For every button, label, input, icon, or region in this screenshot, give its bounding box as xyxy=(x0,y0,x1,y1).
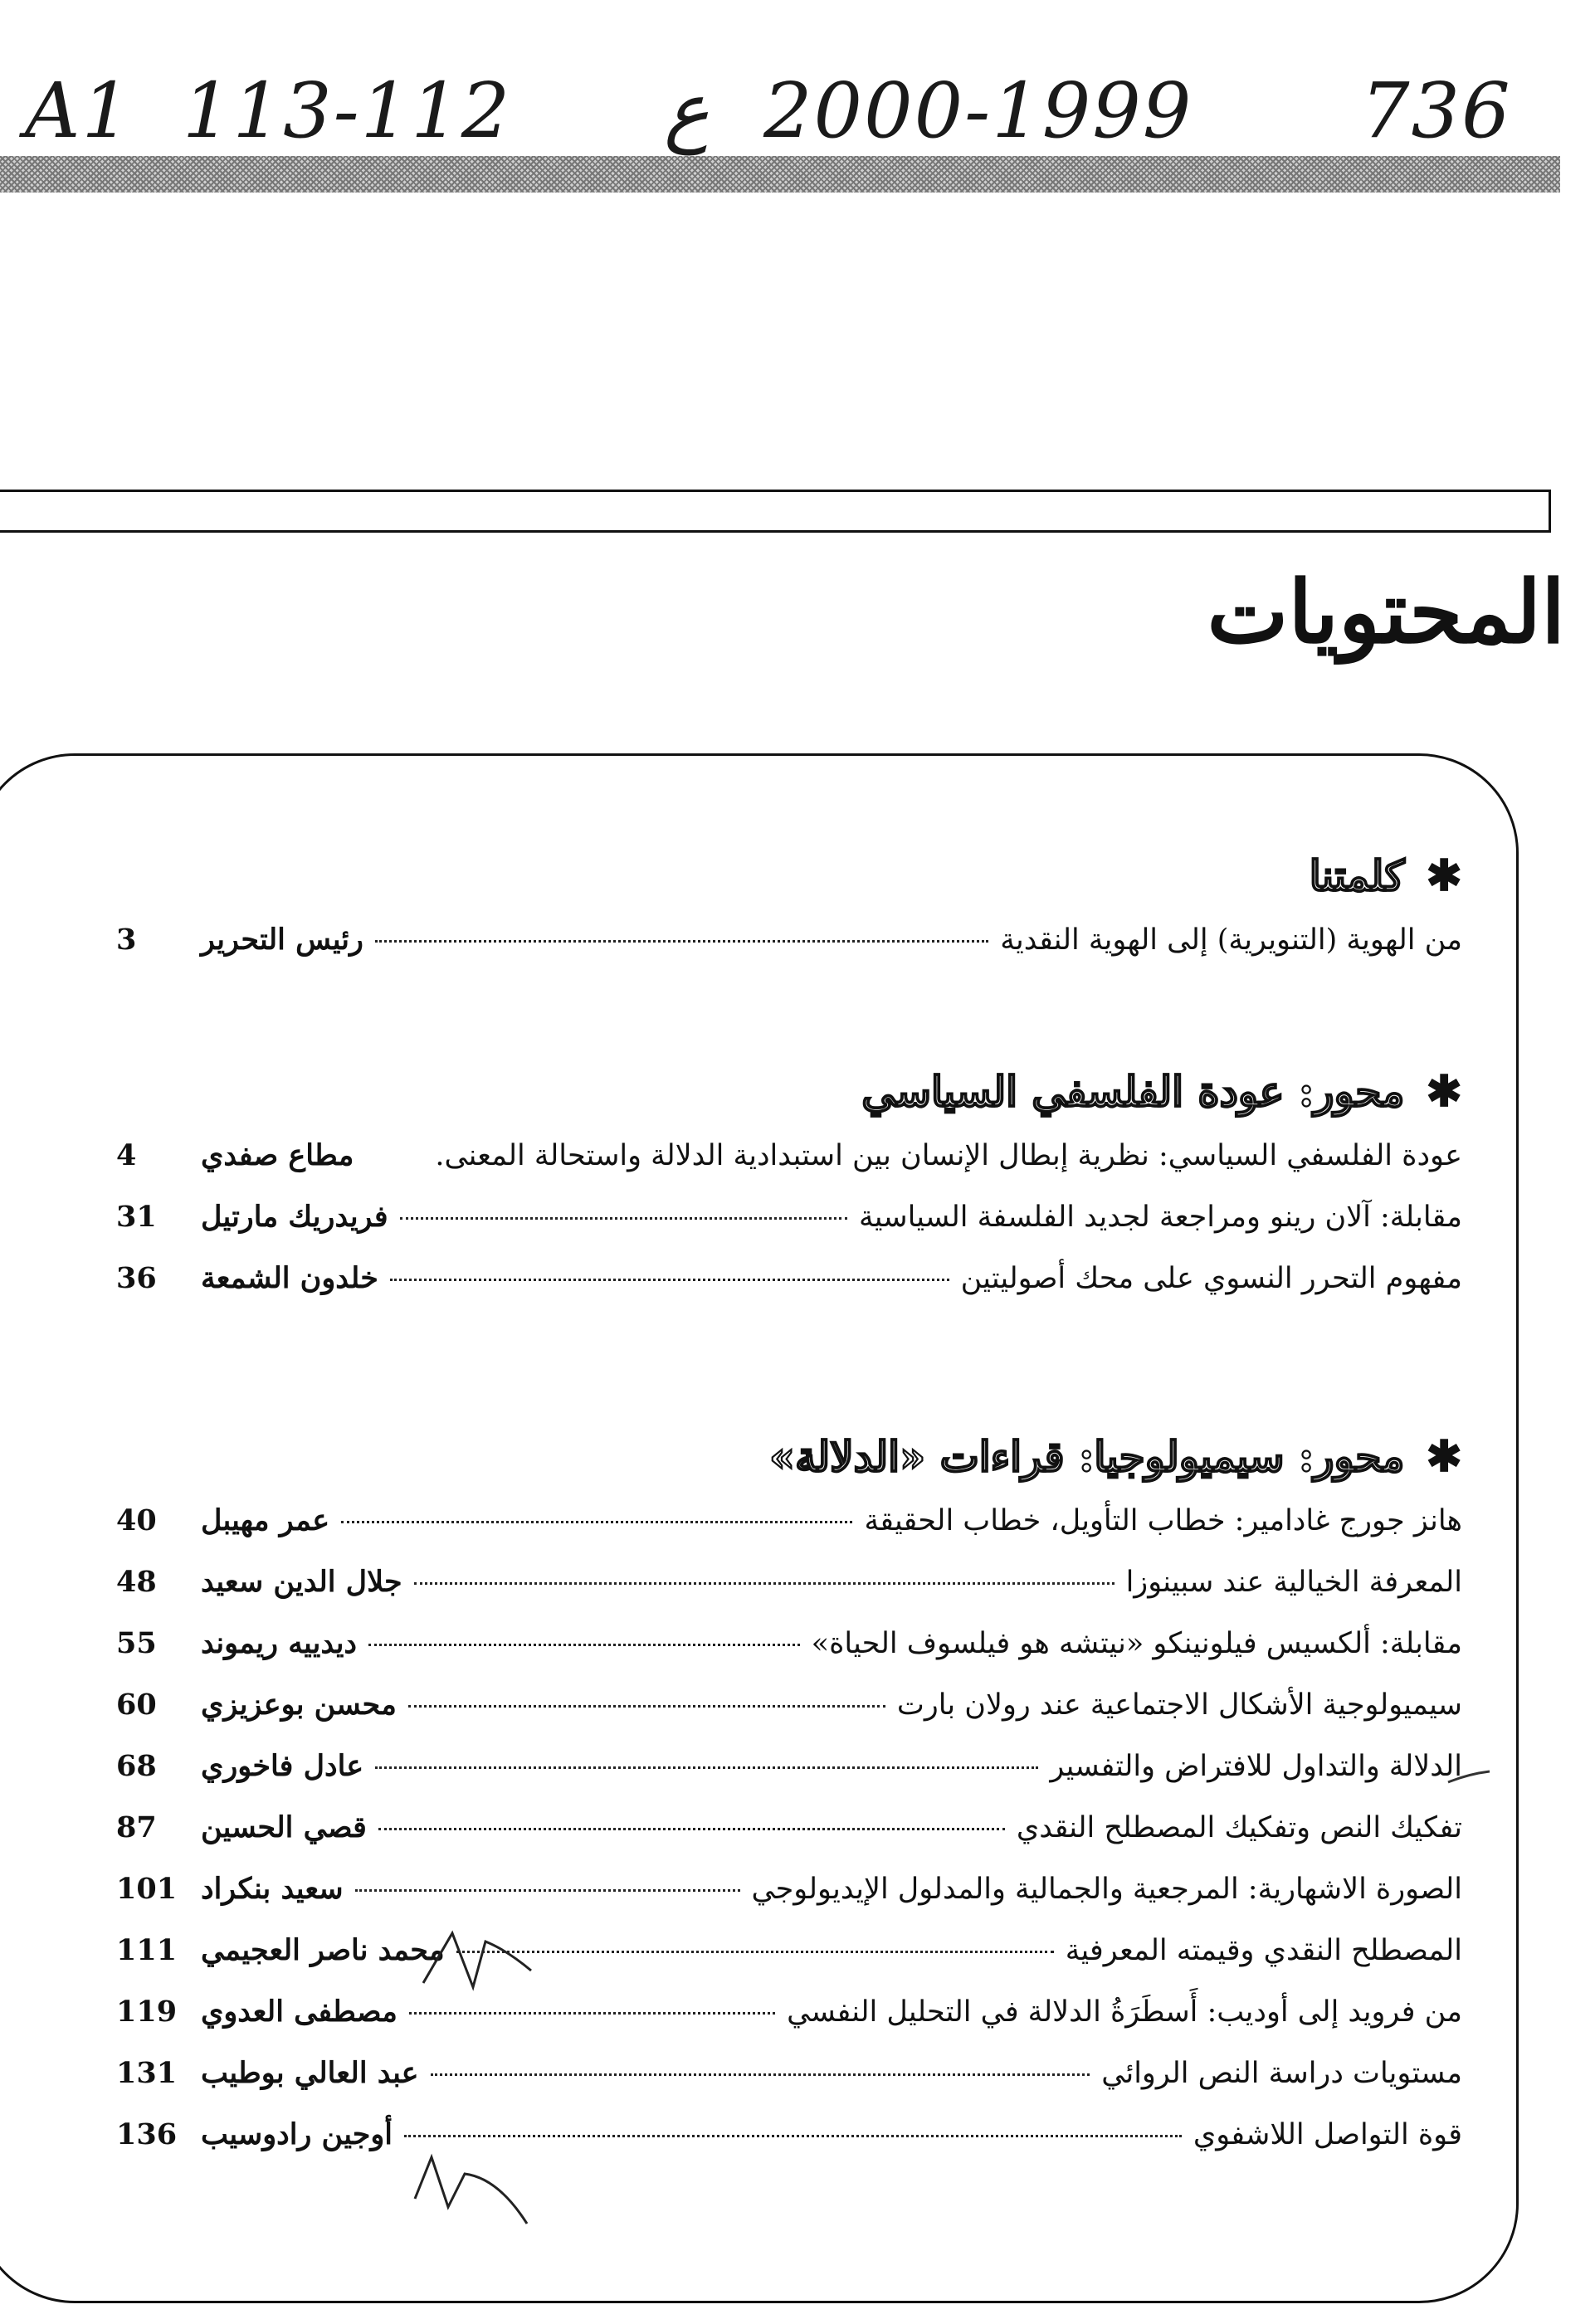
entry-author: مطاع صفدي xyxy=(201,1138,354,1172)
entry-page: 55 xyxy=(116,1626,157,1660)
entry-page: 4 xyxy=(116,1138,137,1172)
pen-tick-mark xyxy=(1444,1767,1494,1792)
dot-leader xyxy=(456,1951,1054,1953)
entry-author: مصطفى العدوي xyxy=(201,1995,398,2029)
toc-entry xyxy=(116,2117,1462,2179)
entry-author: خلدون الشمعة xyxy=(201,1261,378,1295)
entry-author: عمر مهيبل xyxy=(201,1503,330,1537)
section-title: كلمتنا xyxy=(1309,850,1405,900)
entry-page: 131 xyxy=(116,2056,178,2090)
section-heading xyxy=(116,846,1462,904)
entry-page: 60 xyxy=(116,1688,157,1722)
toc-entry xyxy=(116,1688,1462,1749)
dot-leader xyxy=(341,1521,852,1523)
entry-author: رئيس التحرير xyxy=(201,923,363,957)
section-editorial xyxy=(116,846,1462,984)
toc-entry xyxy=(116,1565,1462,1626)
asterisk-icon: ✱ xyxy=(1426,1065,1462,1117)
entry-author: محسن بوعزيزي xyxy=(201,1688,397,1722)
dot-leader xyxy=(409,2012,775,2015)
dot-leader xyxy=(355,1889,740,1892)
entry-author: عادل فاخوري xyxy=(201,1749,364,1783)
handwritten-issue-numbers: 113-112 xyxy=(183,66,512,155)
asterisk-icon: ✱ xyxy=(1426,1430,1462,1482)
dot-leader xyxy=(390,1279,949,1281)
entry-author: محمد ناصر العجيمي xyxy=(201,1933,445,1967)
entry-title: قوة التواصل اللاشفوي xyxy=(1193,2118,1462,2151)
entry-title: مستويات دراسة النص الروائي xyxy=(1101,2057,1462,2090)
toc-entry xyxy=(116,1810,1462,1872)
entry-page: 48 xyxy=(116,1565,157,1599)
toc-entry xyxy=(116,1138,1462,1200)
dot-leader xyxy=(400,1217,847,1220)
entry-title: تفكيك النص وتفكيك المصطلح النقدي xyxy=(1016,1811,1462,1844)
section-title: محور: سيميولوجيا: قراءات «الدلالة» xyxy=(768,1431,1405,1481)
entry-title: سيميولوجية الأشكال الاجتماعية عند رولان بارت xyxy=(896,1688,1462,1722)
hatched-band xyxy=(0,156,1560,192)
section-title: محور: عودة الفلسفي السياسي xyxy=(861,1066,1405,1116)
handwritten-ref: 736 xyxy=(1361,66,1512,155)
toc-entry xyxy=(116,2056,1462,2117)
toc-entry xyxy=(116,1933,1462,1995)
dot-leader xyxy=(408,1705,885,1708)
dot-leader xyxy=(378,1828,1005,1830)
toc-entry xyxy=(116,1200,1462,1261)
handwritten-years: 2000-1999 xyxy=(763,66,1193,155)
entry-page: 111 xyxy=(116,1933,178,1967)
pen-check-mark xyxy=(398,2141,539,2232)
entry-title: مقابلة: ألكسيس فيلونينكو «نيتشه هو فيلسوف الحياة» xyxy=(811,1627,1462,1660)
toc-entry xyxy=(116,1872,1462,1933)
section-political-philosophy xyxy=(116,1062,1462,1323)
handwritten-letter: ع xyxy=(664,66,710,155)
toc-entry xyxy=(116,1626,1462,1688)
handwritten-header xyxy=(0,66,1560,166)
entry-page: 87 xyxy=(116,1810,157,1844)
entry-title: مقابلة: آلان رينو ومراجعة لجديد الفلسفة السياسية xyxy=(858,1201,1462,1234)
entry-title: المعرفة الخيالية عند سبينوزا xyxy=(1125,1566,1462,1599)
entry-author: قصي الحسين xyxy=(201,1810,367,1844)
toc-entry xyxy=(116,1503,1462,1565)
entry-title: عودة الفلسفي السياسي: نظرية إبطال الإنسان بين استبدادية الدلالة واستحالة المعنى. xyxy=(435,1139,1462,1172)
toc-entry xyxy=(116,923,1462,984)
entry-page: 119 xyxy=(116,1995,178,2029)
section-heading xyxy=(116,1062,1462,1120)
entry-author: ديدييه ريموند xyxy=(201,1626,358,1660)
toc-entry xyxy=(116,1995,1462,2056)
entry-title: الدلالة والتداول للافتراض والتفسير xyxy=(1050,1750,1462,1783)
entry-title: من فرويد إلى أوديب: أَسطَرَةُ الدلالة في التحليل النفسي xyxy=(787,1995,1462,2029)
entry-page: 3 xyxy=(116,923,137,957)
entry-title: المصطلح النقدي وقيمته المعرفية xyxy=(1065,1934,1462,1967)
page-title: المحتويات xyxy=(1207,561,1565,663)
pen-scribble-mark xyxy=(415,1925,539,2000)
entry-page: 101 xyxy=(116,1872,178,1906)
dot-leader xyxy=(431,2073,1090,2076)
toc-entry xyxy=(116,1749,1462,1810)
toc-entry xyxy=(116,1261,1462,1323)
entry-page: 68 xyxy=(116,1749,157,1783)
entry-page: 36 xyxy=(116,1261,157,1295)
entry-author: أوجين رادوسيب xyxy=(201,2117,393,2151)
entry-author: سعيد بنكراد xyxy=(201,1872,344,1906)
entry-author: عبد العالي بوطيب xyxy=(201,2056,419,2090)
dot-leader xyxy=(375,940,988,943)
handwritten-call-number: A1 xyxy=(25,66,132,155)
dot-leader xyxy=(404,2135,1182,2137)
dot-leader xyxy=(414,1582,1115,1585)
section-semiology xyxy=(116,1427,1462,2179)
title-bar-frame xyxy=(0,490,1551,533)
entry-title: من الهوية (التنويرية) إلى الهوية النقدية xyxy=(1000,923,1462,957)
entry-author: فريدريك مارتيل xyxy=(201,1200,388,1234)
dot-leader xyxy=(368,1644,800,1646)
entry-title: الصورة الاشهارية: المرجعية والجمالية والمدلول الإيديولوجي xyxy=(751,1873,1462,1906)
entry-author: جلال الدين سعيد xyxy=(201,1565,402,1599)
section-heading xyxy=(116,1427,1462,1485)
entry-title: مفهوم التحرر النسوي على محك أصوليتين xyxy=(960,1262,1462,1295)
asterisk-icon: ✱ xyxy=(1426,850,1462,901)
entry-page: 31 xyxy=(116,1200,157,1234)
entry-page: 136 xyxy=(116,2117,178,2151)
entry-page: 40 xyxy=(116,1503,157,1537)
dot-leader xyxy=(375,1766,1038,1769)
entry-title: هانز جورج غادامير: خطاب التأويل، خطاب الحقيقة xyxy=(864,1504,1462,1537)
